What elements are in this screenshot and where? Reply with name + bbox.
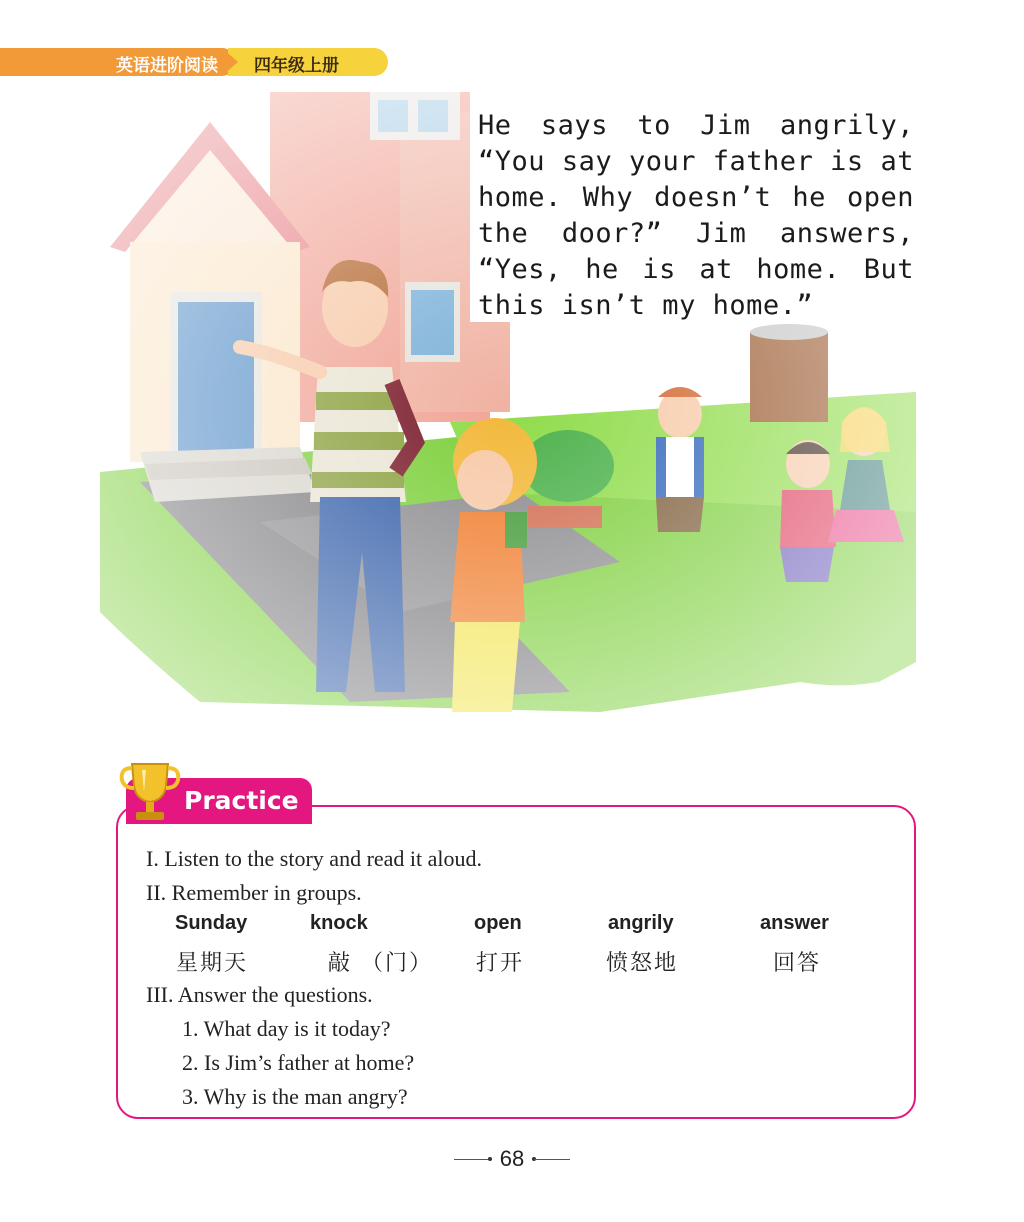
header-arrow <box>222 48 238 76</box>
vocab-translation: 回答 <box>773 951 822 976</box>
vocab-translation: 愤怒地 <box>606 951 679 976</box>
header-book-title-strip <box>0 48 236 76</box>
vocab-word: Sunday <box>175 912 248 934</box>
vocab-translation: 星期天 <box>176 951 249 976</box>
page-number-rule-left <box>454 1159 490 1160</box>
header-grade-strip <box>228 48 388 76</box>
story-text: He says to Jim angrily, “You say your father is at home. Why doesn’t he open the door?” Jim answers, “Yes, he is at home. But this isn’t my home.” <box>478 110 914 321</box>
vocab-translation: 敲 （门） <box>328 951 433 976</box>
instruction-listen: I. Listen to the story and read it aloud. <box>146 846 483 871</box>
instruction-remember: II. Remember in groups. <box>146 880 362 905</box>
vocab-word: angrily <box>608 912 674 934</box>
practice-title: Practice <box>184 786 299 815</box>
vocab-word: open <box>474 912 522 934</box>
question-item: 3. Why is the man angry? <box>182 1084 408 1109</box>
vocab-translation: 打开 <box>476 951 525 976</box>
vocab-word: knock <box>310 912 368 934</box>
vocab-word: answer <box>760 912 829 934</box>
trophy-icon <box>118 756 182 826</box>
page-number-rule-right <box>534 1159 570 1160</box>
question-item: 1. What day is it today? <box>182 1016 391 1041</box>
instruction-answer: III. Answer the questions. <box>146 982 373 1007</box>
question-item: 2. Is Jim’s father at home? <box>182 1050 415 1075</box>
page-number: 68 <box>499 1146 525 1171</box>
book-title: 英语进阶阅读 <box>116 56 218 76</box>
page-number-dot-left <box>488 1157 492 1161</box>
grade-label: 四年级上册 <box>254 56 339 76</box>
